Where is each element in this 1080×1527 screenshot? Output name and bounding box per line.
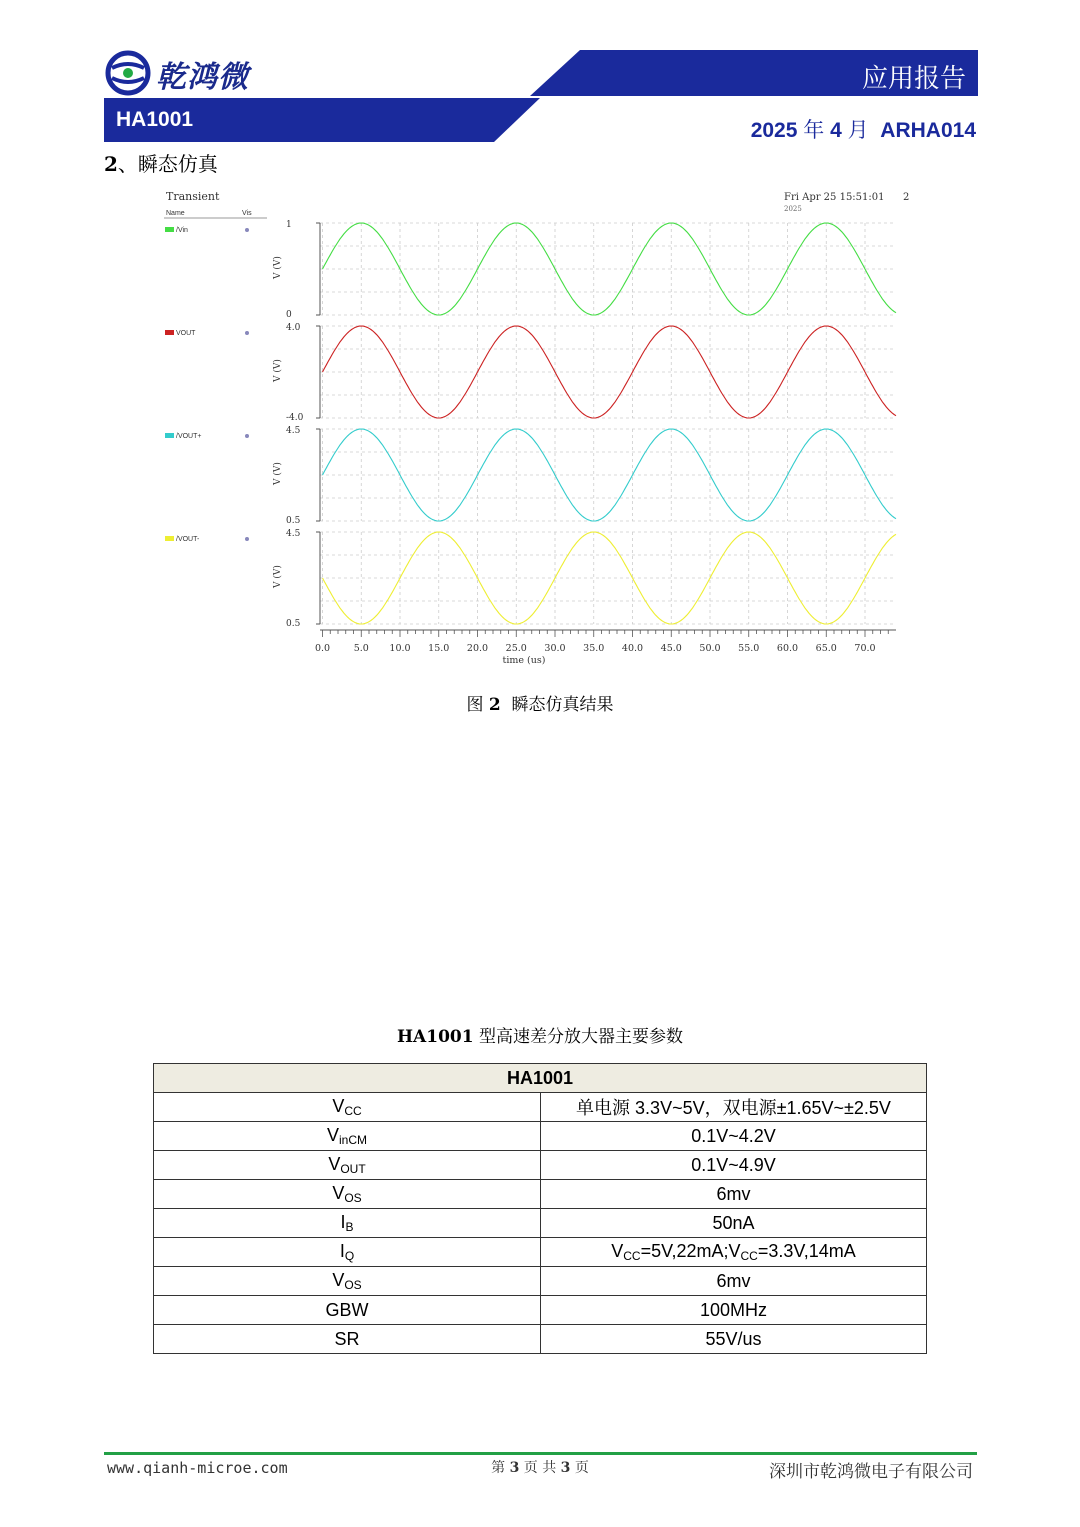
product-name: HA1001: [116, 108, 194, 131]
legend-swatch: [165, 227, 174, 232]
table-row: [154, 1267, 927, 1296]
footer-page-number: 第 3 页 共 3 页: [491, 1460, 589, 1476]
x-tick-label: 5.0: [353, 643, 369, 654]
chart-timestamp-cut: 2025: [784, 205, 802, 213]
x-tick-label: 10.0: [389, 643, 411, 654]
chart-timestamp: Fri Apr 25 15:51:01: [784, 192, 885, 203]
x-tick-label: 55.0: [738, 643, 760, 654]
x-tick-label: 65.0: [815, 643, 837, 654]
y-tick-label-bottom: 0: [286, 310, 292, 320]
x-tick-label: 35.0: [583, 643, 605, 654]
table-row: [154, 1325, 927, 1354]
param-value: 6mv: [541, 1180, 927, 1209]
param-name: $V_{OS}$: [154, 1180, 541, 1209]
y-axis-label: V (V): [273, 565, 283, 588]
y-tick-label-top: 1: [286, 220, 292, 230]
y-tick-label-bottom: -4.0: [286, 413, 304, 423]
param-name: $V_{OUT}$: [154, 1151, 541, 1180]
legend-visibility-icon: [245, 434, 249, 438]
legend-label: /Vin: [176, 227, 188, 234]
param-value: 6mv: [541, 1267, 927, 1296]
transient-simulation-chart: [160, 185, 920, 675]
legend-visibility-icon: [245, 228, 249, 232]
x-tick-label: 45.0: [660, 643, 682, 654]
footer-company-name: 深圳市乾鸿微电子有限公司: [769, 1462, 973, 1482]
table-row: [154, 1180, 927, 1209]
legend-swatch: [165, 330, 174, 335]
x-tick-label: 70.0: [854, 643, 876, 654]
x-tick-label: 60.0: [776, 643, 799, 654]
param-name: $V_{OS}$: [154, 1267, 541, 1296]
table-row: [154, 1122, 927, 1151]
y-axis-label: V (V): [273, 256, 283, 279]
table-title: HA1001 型高速差分放大器主要参数: [397, 1027, 683, 1047]
legend-swatch: [165, 536, 174, 541]
table-row: [154, 1296, 927, 1325]
x-tick-label: 40.0: [621, 643, 644, 654]
report-type-title: 应用报告: [861, 64, 966, 94]
legend-header-vis: Vis: [242, 210, 252, 217]
legend-header-name: Name: [166, 210, 185, 217]
section-title: 2、瞬态仿真: [104, 152, 218, 176]
legend-label: /VOUT+: [176, 433, 202, 440]
table-row: [154, 1238, 927, 1267]
legend-swatch: [165, 433, 174, 438]
param-value: $V_{CC}=5V,22mA;V_{CC}=3.3V,14mA$: [541, 1238, 927, 1267]
table-row: [154, 1093, 927, 1122]
param-value: 50nA: [541, 1209, 927, 1238]
x-axis-label: time (us): [502, 655, 546, 666]
y-tick-label-top: 4.5: [286, 426, 301, 436]
param-value: 0.1V~4.2V: [541, 1122, 927, 1151]
chart-title: Transient: [166, 190, 220, 203]
table-row: [154, 1151, 927, 1180]
footer-divider: [104, 1452, 977, 1455]
y-tick-label-top: 4.0: [286, 323, 301, 333]
table-header: HA1001: [154, 1064, 927, 1093]
y-tick-label-top: 4.5: [286, 529, 301, 539]
table-row: [154, 1209, 927, 1238]
y-axis-label: V (V): [273, 462, 283, 485]
parameter-table: [153, 1063, 927, 1354]
param-value: 55V/us: [541, 1325, 927, 1354]
x-tick-label: 20.0: [466, 643, 489, 654]
param-name: $V_{inCM}$: [154, 1122, 541, 1151]
legend-label: VOUT: [176, 330, 196, 337]
x-tick-label: 25.0: [505, 643, 527, 654]
param-value: 100MHz: [541, 1296, 927, 1325]
chart-page-number: 2: [903, 192, 910, 203]
param-name: SR: [154, 1325, 541, 1354]
logo-text: 乾鸿微: [156, 60, 249, 95]
y-tick-label-bottom: 0.5: [286, 516, 301, 526]
param-name: $I_B$: [154, 1209, 541, 1238]
x-tick-label: 30.0: [544, 643, 566, 654]
footer-website: www.qianh-microe.com: [107, 1459, 288, 1477]
legend-visibility-icon: [245, 331, 249, 335]
figure-caption: 图 2 瞬态仿真结果: [466, 695, 614, 715]
y-tick-label-bottom: 0.5: [286, 619, 301, 629]
param-value: 单电源 3.3V~5V，双电源±1.65V~±2.5V: [541, 1093, 927, 1122]
param-name: GBW: [154, 1296, 541, 1325]
x-tick-label: 15.0: [428, 643, 450, 654]
y-axis-label: V (V): [273, 359, 283, 382]
x-tick-label: 0.0: [314, 643, 331, 654]
param-value: 0.1V~4.9V: [541, 1151, 927, 1180]
param-name: $I_Q$: [154, 1238, 541, 1267]
legend-label: /VOUT-: [176, 536, 200, 543]
param-name: $V_{CC}$: [154, 1093, 541, 1122]
x-tick-label: 50.0: [699, 643, 721, 654]
legend-visibility-icon: [245, 537, 249, 541]
header-date-code: 2025 年 4 月 ARHA014: [750, 118, 976, 142]
